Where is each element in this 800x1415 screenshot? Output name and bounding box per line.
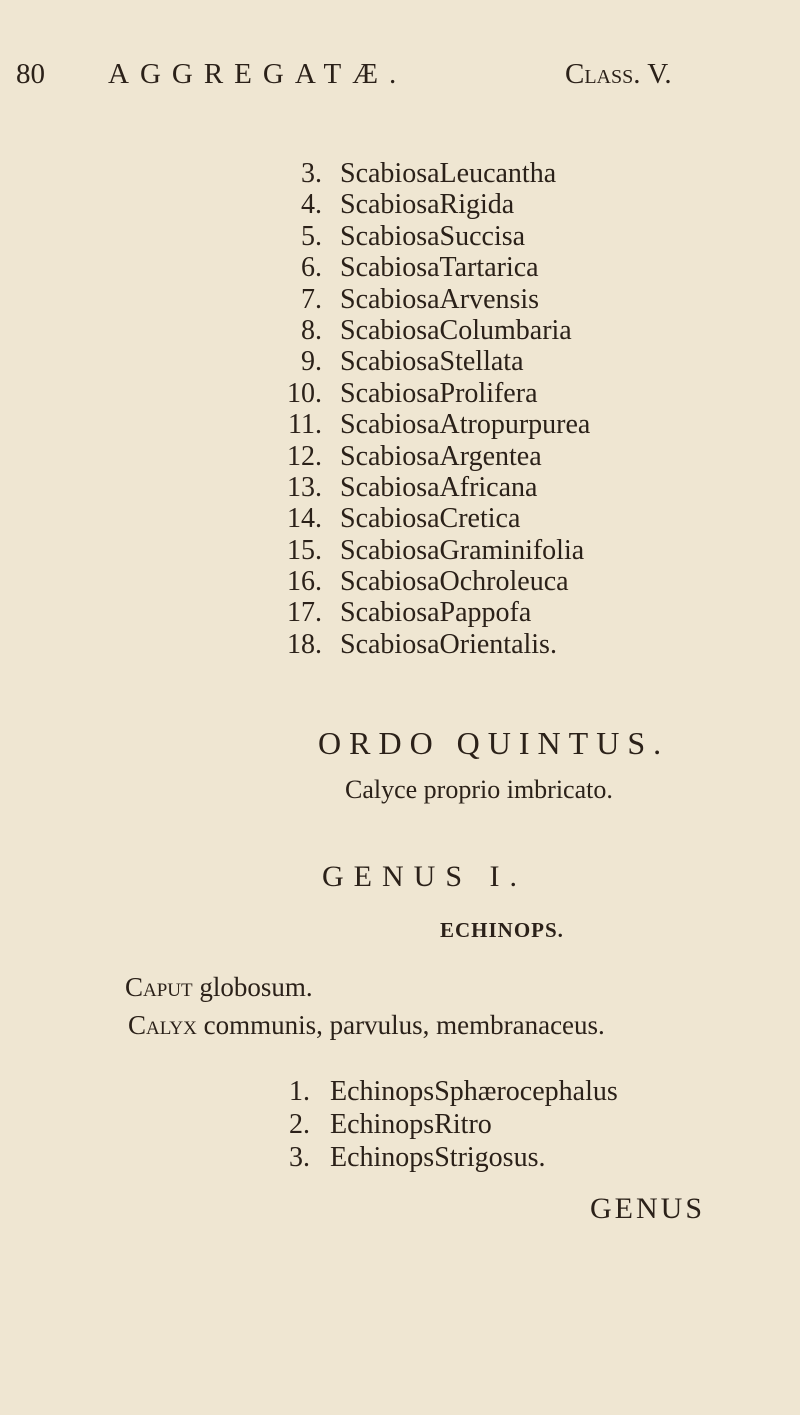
item-number: 13. xyxy=(287,471,322,503)
item-species: Graminifolia xyxy=(439,534,585,566)
item-genus: Scabiosa xyxy=(340,440,440,472)
calyx-label: Calyx xyxy=(128,1010,197,1040)
item-genus: Scabiosa xyxy=(340,346,440,378)
item-genus: Scabiosa xyxy=(340,628,440,660)
item-number: 9. xyxy=(301,346,322,378)
list-item xyxy=(250,284,590,315)
item-number: 16. xyxy=(287,566,322,598)
list-item xyxy=(270,1141,618,1174)
item-number: 2. xyxy=(289,1109,310,1140)
catchword: GENUS xyxy=(590,1192,706,1225)
item-number: 4. xyxy=(301,189,322,221)
list-item xyxy=(250,315,590,346)
caput-description xyxy=(125,972,313,1003)
item-genus: Scabiosa xyxy=(340,283,440,315)
item-species: Cretica xyxy=(439,503,521,535)
item-number: 17. xyxy=(287,597,322,629)
item-number: 14. xyxy=(287,503,322,535)
item-number: 7. xyxy=(301,283,322,315)
item-species: Strigosus. xyxy=(434,1142,546,1173)
item-species: Pappofa xyxy=(439,597,532,629)
caput-label: Caput xyxy=(125,972,193,1002)
item-number: 10. xyxy=(287,377,322,409)
item-species: Prolifera xyxy=(439,377,538,409)
item-genus: Scabiosa xyxy=(340,534,440,566)
item-genus: Echinops xyxy=(330,1142,435,1173)
item-genus: Echinops xyxy=(330,1109,435,1140)
item-genus: Scabiosa xyxy=(340,597,440,629)
list-item xyxy=(250,535,590,566)
list-item xyxy=(250,441,590,472)
item-number: 6. xyxy=(301,252,322,284)
item-genus: Scabiosa xyxy=(340,566,440,598)
item-genus: Scabiosa xyxy=(340,314,440,346)
item-number: 8. xyxy=(301,314,322,346)
running-title: AGGREGATÆ. xyxy=(108,58,408,90)
caput-text: globosum. xyxy=(199,972,313,1002)
item-genus: Scabiosa xyxy=(340,409,440,441)
calyx-text: communis, parvulus, membranaceus. xyxy=(203,1010,605,1040)
item-species: Argentea xyxy=(439,440,542,472)
list-item xyxy=(250,158,590,189)
item-genus: Scabiosa xyxy=(340,471,440,503)
item-genus: Scabiosa xyxy=(340,503,440,535)
list-item xyxy=(250,597,590,628)
item-genus: Scabiosa xyxy=(340,158,440,189)
list-item xyxy=(250,346,590,377)
page-number: 80 xyxy=(16,58,45,90)
ordo-heading: ORDO QUINTUS. xyxy=(318,725,670,761)
item-number: 5. xyxy=(301,220,322,252)
list-item xyxy=(250,409,590,440)
calyx-description xyxy=(128,1010,605,1041)
item-species: Ritro xyxy=(434,1109,492,1140)
item-number: 3. xyxy=(289,1142,310,1173)
item-species: Rigida xyxy=(439,189,515,221)
item-species: Ochroleuca xyxy=(439,566,569,598)
genus-heading: GENUS I. xyxy=(322,860,527,893)
item-number: 15. xyxy=(287,534,322,566)
list-item xyxy=(250,189,590,220)
scabiosa-list xyxy=(250,158,590,660)
item-genus: Scabiosa xyxy=(340,220,440,252)
item-species: Arvensis xyxy=(439,283,540,315)
item-species: Orientalis. xyxy=(439,628,557,660)
list-item xyxy=(270,1108,618,1141)
item-number: 1. xyxy=(289,1076,310,1107)
item-number: 3. xyxy=(301,158,322,189)
item-species: Leucantha xyxy=(439,158,557,189)
list-item xyxy=(250,252,590,283)
list-item xyxy=(250,629,590,660)
item-species: Tartarica xyxy=(439,252,539,284)
item-species: Sphærocephalus xyxy=(434,1076,618,1107)
item-genus: Scabiosa xyxy=(340,189,440,221)
item-number: 11. xyxy=(288,409,322,441)
genus-name: ECHINOPS. xyxy=(440,918,564,942)
list-item xyxy=(270,1075,618,1108)
list-item xyxy=(250,566,590,597)
item-species: Atropurpurea xyxy=(439,409,591,441)
item-genus: Scabiosa xyxy=(340,377,440,409)
item-species: Succisa xyxy=(439,220,526,252)
item-genus: Scabiosa xyxy=(340,252,440,284)
class-label: Class. V. xyxy=(565,58,672,90)
item-species: Africana xyxy=(439,471,538,503)
list-item xyxy=(250,221,590,252)
list-item xyxy=(250,378,590,409)
item-species: Stellata xyxy=(439,346,524,378)
item-number: 12. xyxy=(287,440,322,472)
item-number: 18. xyxy=(287,628,322,660)
list-item xyxy=(250,503,590,534)
echinops-list xyxy=(270,1075,618,1174)
item-genus: Echinops xyxy=(330,1076,435,1107)
list-item xyxy=(250,472,590,503)
item-species: Columbaria xyxy=(439,314,572,346)
ordo-subtitle: Calyce proprio imbricato. xyxy=(345,775,613,804)
